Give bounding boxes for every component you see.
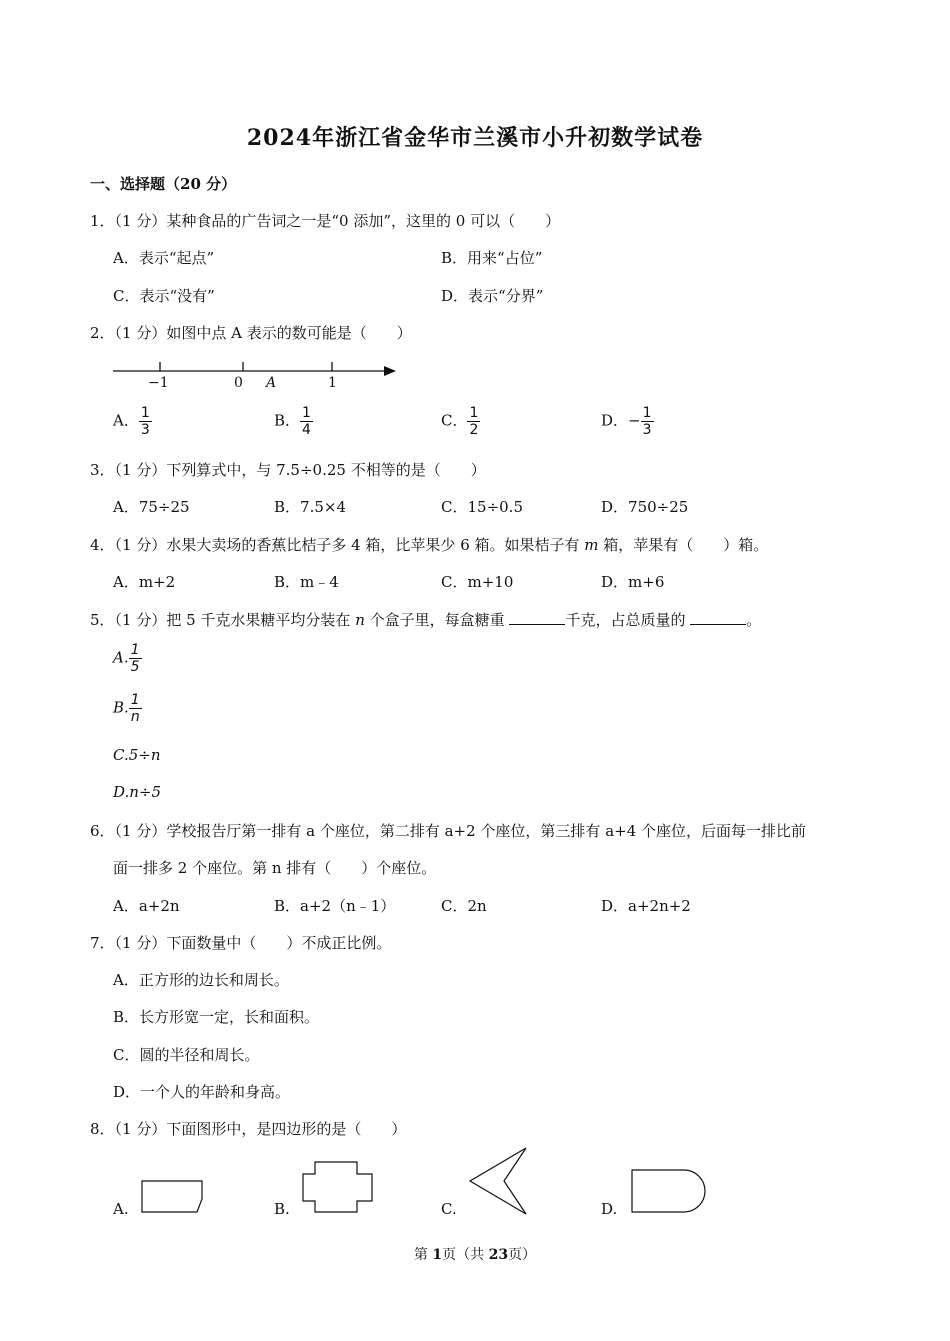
question-1-option-c: C．表示“没有” [113,287,215,305]
question-2-option-d: D．− $\frac{1}{3}$ [601,405,652,438]
question-7-option-d: D．一个人的年龄和身高。 [113,1083,291,1101]
question-5-option-d: D.n÷5 [113,783,162,801]
question-1-option-a: A．表示“起点” [113,249,215,267]
page-footer: 第 1页（共 23页） [413,1247,537,1263]
number-line-label-0: 0 [234,375,243,391]
question-3-stem: 3．（1 分）下列算式中，与 7.5÷0.25 不相等的是（ ） [90,461,486,479]
question-3-option-d: D．750÷25 [601,498,689,516]
shape-d-rounded-rect [632,1170,705,1212]
number-line-label-a: A [266,375,277,391]
question-3-option-a: A．75÷25 [113,498,190,516]
question-8-stem: 8．（1 分）下面图形中，是四边形的是（ ） [90,1120,407,1138]
shape-a-pentagon [142,1181,202,1212]
question-5-option-a: A. $\frac{1}{5}$ [113,642,140,675]
shape-c-arrowhead [470,1148,526,1214]
section-heading: 一、选择题（20 分） [90,175,237,193]
question-2-option-a: A． $\frac{1}{3}$ [113,405,150,438]
question-4-option-c: C．m+10 [441,573,514,591]
question-3-option-b: B．7.5×4 [274,498,346,516]
question-1-option-b: B．用来“占位” [441,249,543,267]
question-1-stem: 1．（1 分）某种食品的广告词之一是“0 添加”，这里的 0 可以（ ） [90,212,561,230]
question-8-option-b: B. [274,1200,290,1218]
question-6-option-c: C．2n [441,897,487,915]
shape-b-cross [303,1162,372,1212]
question-8-option-c: C. [441,1200,457,1218]
question-6-line-1: 6．（1 分）学校报告厅第一排有 a 个座位，第二排有 a+2 个座位，第三排有 a+4 个座位，后面每一排比前 [90,822,807,840]
question-4-option-a: A．m+2 [113,573,176,591]
question-3-option-c: C．15÷0.5 [441,498,523,516]
question-7-option-a: A．正方形的边长和周长。 [113,971,289,989]
question-4-option-b: B．m﹣4 [274,573,339,591]
question-8-option-a: A. [113,1200,129,1218]
question-6-option-a: A．a+2n [113,897,180,915]
question-2-stem: 2．（1 分）如图中点 A 表示的数可能是（ ） [90,324,412,342]
question-4-option-d: D．m+6 [601,573,665,591]
question-6-option-d: D．a+2n+2 [601,897,691,915]
question-1-option-d: D．表示“分界” [441,287,544,305]
question-7-option-c: C．圆的半径和周长。 [113,1046,260,1064]
question-2-option-b: B． $\frac{1}{4}$ [274,405,311,438]
question-7-option-b: B．长方形宽一定，长和面积。 [113,1008,320,1026]
number-line-label-1: 1 [328,375,337,391]
question-8-option-d: D. [601,1200,618,1218]
question-6-line-2: 面一排多 2 个座位。第 n 排有（ ）个座位。 [113,859,437,877]
number-line-label-minus-1: −1 [148,375,169,391]
question-2-option-c: C． $\frac{1}{2}$ [441,405,479,438]
question-6-option-b: B．a+2（n﹣1） [274,897,396,915]
question-5-stem: 5．（1 分）把 5 千克水果糖平均分装在 n 个盒子里，每盒糖重 千克，占总质量的 。 [90,611,762,629]
question-5-option-b: B. $\frac{1}{n}$ [113,692,140,725]
question-4-stem: 4．（1 分）水果大卖场的香蕉比桔子多 4 箱，比苹果少 6 箱。如果桔子有 m 箱，苹果有（ ）箱。 [90,536,769,554]
question-7-stem: 7．（1 分）下面数量中（ ）不成正比例。 [90,934,392,952]
page-title: 2024年浙江省金华市兰溪市小升初数学试卷 [246,125,704,151]
question-5-option-c: C.5÷n [113,746,161,764]
